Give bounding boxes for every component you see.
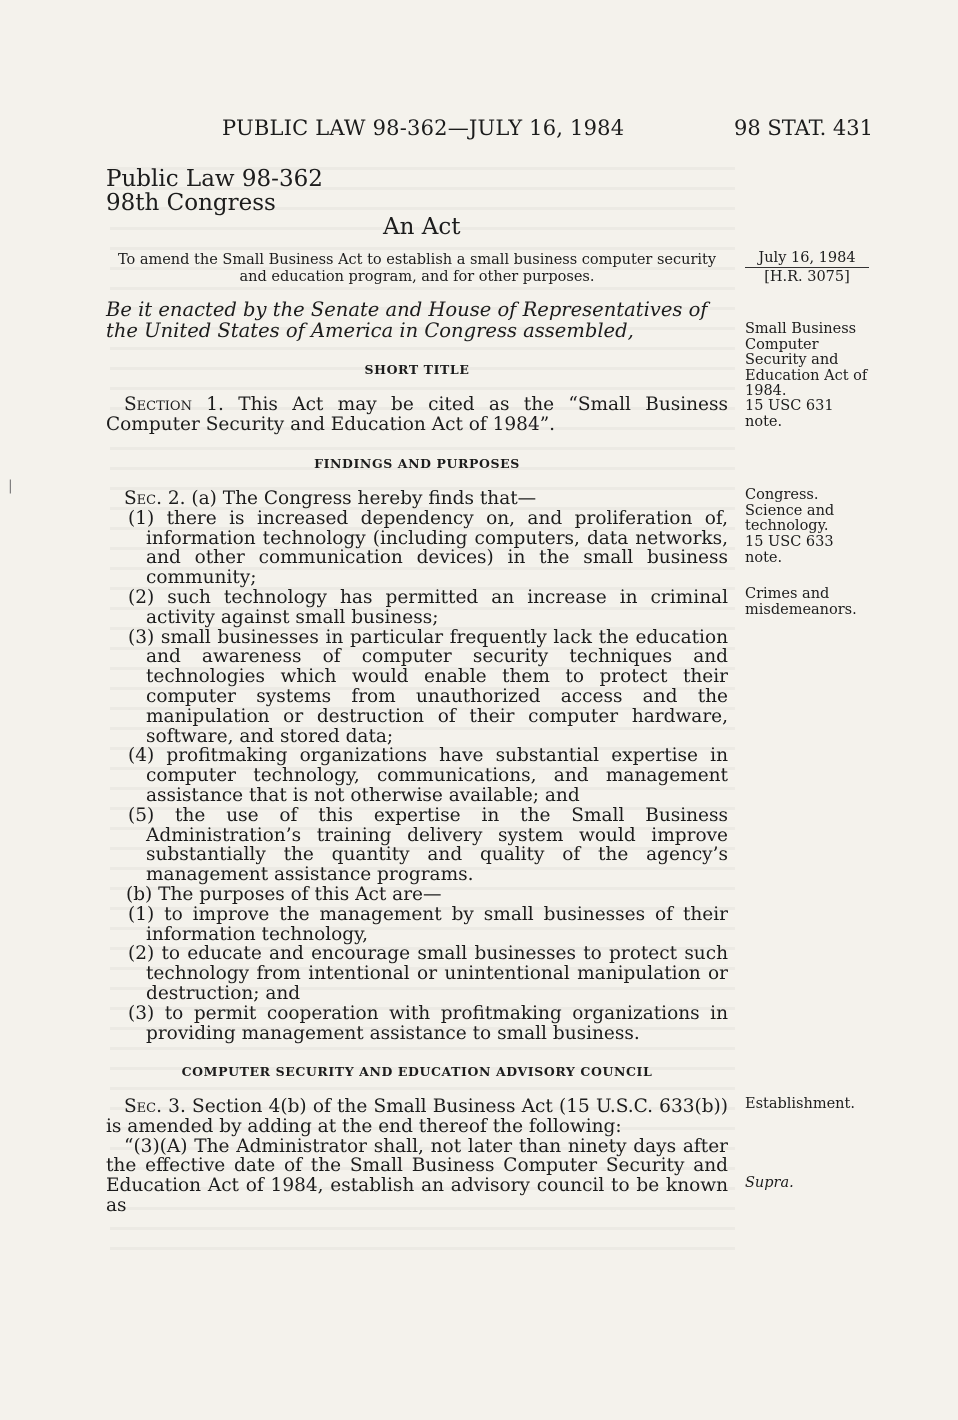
public-law-number: Public Law 98-362 — [106, 166, 323, 192]
section-2-intro-text: (a) The Congress hereby finds that— — [191, 488, 537, 509]
section-3-intro — [106, 1097, 728, 1137]
section-3-quote: “(3)(A) The Administrator shall, not later than ninety days after the effective date of the Small Business Computer Security and Education Act of 1984, establish an advisory council to be known as — [106, 1135, 728, 1216]
heading-short-title: SHORT TITLE — [364, 362, 470, 377]
margin-note-congress-usc: 15 USC 633 note. — [745, 534, 834, 566]
enactment-date: July 16, 1984 — [745, 250, 869, 268]
margin-note-supra: Supra. — [745, 1175, 794, 1191]
section-3-label: Sec. 3. — [124, 1096, 186, 1117]
margin-note-short-title-usc: 15 USC 631 note. — [745, 398, 834, 430]
purpose-item: (3) to permit cooperation with profitmaking organizations in providing management assistance to small business. — [128, 1002, 728, 1044]
section-3-text: Section 4(b) of the Small Business Act (15 U.S.C. 633(b)) is amended by adding at the end thereof the following: — [106, 1096, 728, 1137]
enacting-clause: Be it enacted by the Senate and House of Representatives of the United States of America in Congress assembled, — [106, 298, 708, 342]
finding-item: (2) such technology has permitted an increase in criminal activity against small business; — [128, 586, 728, 628]
finding-item: (1) there is increased dependency on, and proliferation of, information technology (including computers, data networks, and other communication devices) in the small business community; — [128, 507, 728, 589]
bill-number: [H.R. 3075] — [764, 269, 850, 285]
finding-item: (4) profitmaking organizations have substantial expertise in computer technology, communications, and management assistance that is not otherwise available; and — [128, 745, 728, 806]
act-purpose: To amend the Small Business Act to establish a small business computer security and education program, and for other purposes. — [117, 252, 717, 285]
scan-mark: | — [8, 478, 13, 494]
purpose-item: (2) to educate and encourage small businesses to protect such technology from intentional or unintentional manipulation or destruction; and — [128, 943, 728, 1004]
finding-item: (3) small businesses in particular frequently lack the education and awareness of computer security techniques and technologies which would enable them to protect their computer systems from unauthorized access and the manipulation or destruction of their computer hardware, software, and stored data; — [128, 626, 728, 747]
running-header-title: PUBLIC LAW 98-362—JULY 16, 1984 — [222, 116, 625, 140]
section-1-text: This Act may be cited as the “Small Business Computer Security and Education Act of 1984”. — [106, 394, 728, 435]
margin-note-crimes: Crimes and misdemeanors. — [745, 586, 857, 618]
congress-number: 98th Congress — [106, 190, 276, 216]
section-2 — [106, 489, 728, 1043]
section-2-intro — [106, 489, 728, 509]
section-3 — [106, 1097, 728, 1216]
enactment-date-block — [745, 250, 869, 285]
margin-note-establishment: Establishment. — [745, 1096, 855, 1112]
section-2-label: Sec. 2. — [124, 488, 186, 509]
finding-item: (5) the use of this expertise in the Small Business Administration’s training delivery system would improve substantially the quantity and quality of the agency’s management assistance programs. — [128, 804, 728, 886]
heading-findings-purposes: FINDINGS AND PURPOSES — [314, 456, 520, 471]
running-header-stat-page: 98 STAT. 431 — [734, 116, 874, 140]
purpose-item: (1) to improve the management by small businesses of their information technology, — [128, 903, 728, 945]
margin-note-short-title: Small Business Computer Security and Education Act of 1984. — [745, 321, 868, 399]
heading-advisory-council: COMPUTER SECURITY AND EDUCATION ADVISORY COUNCIL — [181, 1064, 653, 1079]
act-label: An Act — [383, 214, 461, 240]
purposes-intro: (b) The purposes of this Act are— — [126, 883, 442, 905]
section-1 — [106, 395, 728, 435]
margin-note-congress: Congress. Science and technology. — [745, 487, 835, 534]
section-1-label: Section 1. — [124, 394, 224, 415]
